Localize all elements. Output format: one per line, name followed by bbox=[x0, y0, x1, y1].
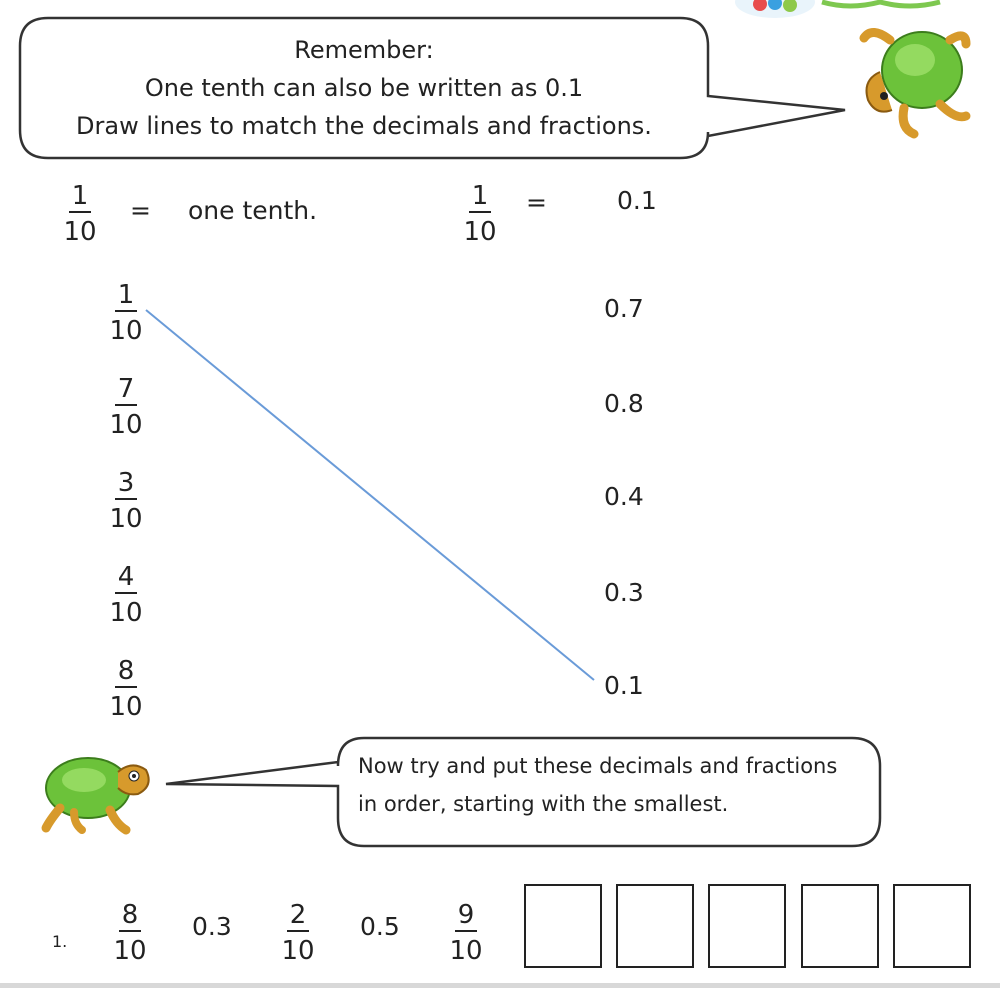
decimal-item-3[interactable]: 0.4 bbox=[604, 482, 644, 511]
fraction-item-1[interactable]: $\frac{1}{10}$ bbox=[109, 280, 143, 346]
example-equals-1: = bbox=[130, 196, 151, 225]
question-number: 1. bbox=[52, 932, 68, 951]
order-item-5: $\frac{9}{10}$ bbox=[449, 900, 483, 966]
decimal-item-4[interactable]: 0.3 bbox=[604, 578, 644, 607]
order-item-3: $\frac{2}{10}$ bbox=[281, 900, 315, 966]
fraction-item-2[interactable]: $\frac{7}{10}$ bbox=[109, 374, 143, 440]
decimal-item-2[interactable]: 0.8 bbox=[604, 389, 644, 418]
callout-top-line1: Remember: bbox=[294, 36, 434, 64]
example-value-2: 0.1 bbox=[617, 186, 657, 215]
example-fraction-1: $\frac{1}{10}$ bbox=[63, 181, 97, 247]
tortoise-icon bbox=[46, 758, 149, 830]
example-equals-2: = bbox=[526, 188, 547, 217]
decimal-item-1[interactable]: 0.7 bbox=[604, 294, 644, 323]
logo-icon bbox=[735, 0, 940, 18]
answer-box-1[interactable] bbox=[524, 884, 602, 968]
decimal-item-5[interactable]: 0.1 bbox=[604, 671, 644, 700]
tortoise-cartwheel-icon bbox=[864, 32, 966, 134]
page-bottom-edge bbox=[0, 983, 1000, 988]
answer-box-4[interactable] bbox=[801, 884, 879, 968]
callout-top-line2: One tenth can also be written as 0.1 bbox=[144, 74, 584, 102]
order-item-4: 0.5 bbox=[360, 912, 400, 941]
fraction-item-5[interactable]: $\frac{8}{10}$ bbox=[109, 656, 143, 722]
callout-bottom-line1: Now try and put these decimals and fractions bbox=[358, 754, 838, 778]
match-line[interactable] bbox=[146, 310, 594, 680]
order-item-1: $\frac{8}{10}$ bbox=[113, 900, 147, 966]
example-value-1: one tenth. bbox=[188, 196, 318, 225]
order-item-2: 0.3 bbox=[192, 912, 232, 941]
callout-top-line3: Draw lines to match the decimals and fractions. bbox=[76, 112, 652, 140]
fraction-item-3[interactable]: $\frac{3}{10}$ bbox=[109, 468, 143, 534]
fraction-item-4[interactable]: $\frac{4}{10}$ bbox=[109, 562, 143, 628]
example-fraction-2: $\frac{1}{10}$ bbox=[463, 181, 497, 247]
answer-box-2[interactable] bbox=[616, 884, 694, 968]
answer-box-3[interactable] bbox=[708, 884, 786, 968]
callout-bottom-line2: in order, starting with the smallest. bbox=[358, 792, 729, 816]
answer-box-5[interactable] bbox=[893, 884, 971, 968]
